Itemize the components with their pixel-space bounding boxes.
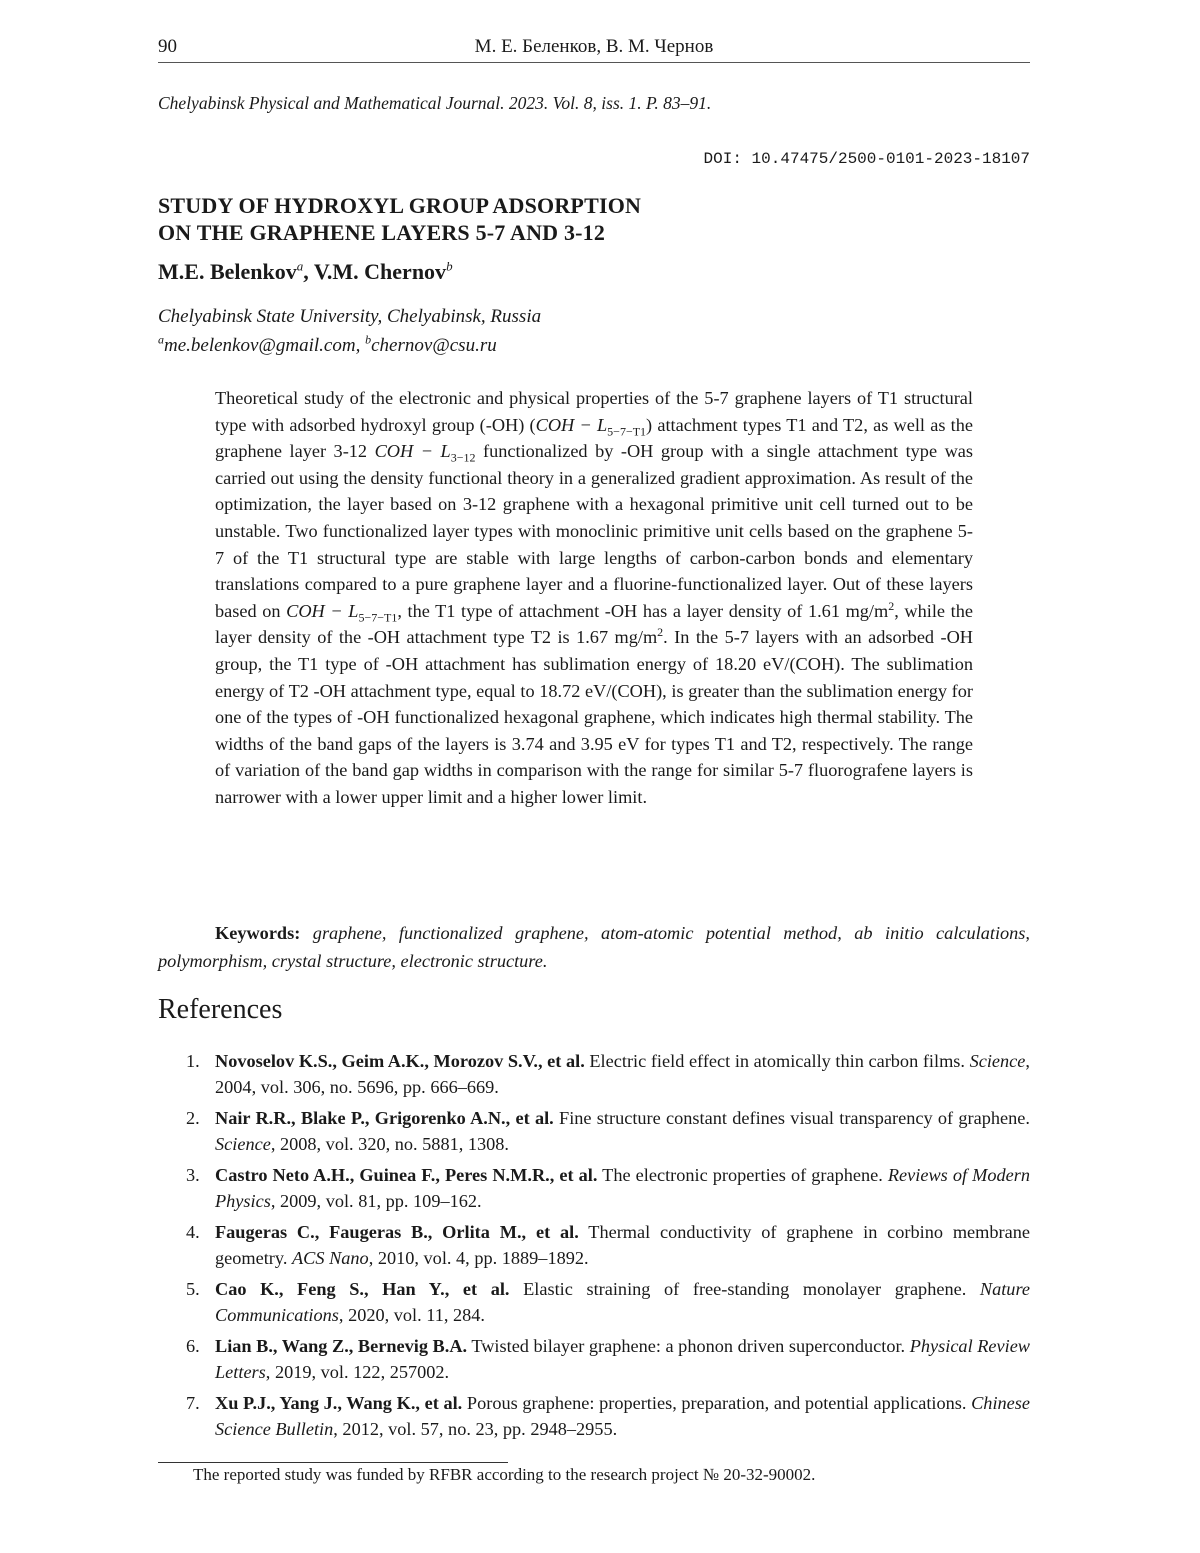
reference-title: Electric field effect in atomically thin carbon films. — [585, 1051, 970, 1071]
reference-details: , 2020, vol. 11, 284. — [339, 1305, 485, 1325]
abstract-text: , while the layer density of the -OH attachment type T2 is 1.67 mg/m — [215, 601, 973, 648]
funding-footnote: The reported study was funded by RFBR according to the research project № 20-32-90002. — [193, 1465, 815, 1485]
reference-number: 2. — [186, 1105, 200, 1131]
reference-journal: Reviews of Modern Physics — [215, 1165, 1030, 1211]
reference-authors: Xu P.J., Yang J., Wang K., et al. — [215, 1393, 462, 1413]
reference-list — [158, 1048, 1030, 1447]
running-header — [158, 34, 1030, 63]
reference-item — [158, 1390, 1030, 1442]
reference-title: Thermal conductivity of graphene in corbino membrane geometry. — [215, 1222, 1030, 1268]
reference-item — [158, 1105, 1030, 1157]
abstract-text: . In the 5-7 layers with an adsorbed -OH group, the T1 type of -OH attachment has sublimation energy of 18.20 eV/(COH). The sublimation energy of T2 -OH attachment type, equal to 18.72 eV/(COH), is greater than the sublimation energy for one of the types of -OH functionalized hexagonal graphene, which indicates high thermal stability. The widths of the band gaps of the layers is 3.74 and 3.95 eV for types T1 and T2, respectively. The range of variation of the band gap widths in comparison with the range for similar 5-7 fluorografene layers is narrower with a lower upper limit and a higher lower limit. — [215, 627, 973, 807]
reference-authors: Novoselov K.S., Geim A.K., Morozov S.V., et al. — [215, 1051, 585, 1071]
reference-journal: Physical Review Letters — [215, 1336, 1030, 1382]
email-a-mark: a — [158, 333, 164, 347]
title-line-1: STUDY OF HYDROXYL GROUP ADSORPTION — [158, 192, 641, 219]
reference-item — [158, 1219, 1030, 1271]
math-formula: COH − L — [536, 415, 608, 435]
email-b-mark: b — [365, 333, 371, 347]
reference-journal: Science — [215, 1134, 271, 1154]
reference-title: Twisted bilayer graphene: a phonon driven superconductor. — [467, 1336, 910, 1356]
math-formula: COH − L — [375, 441, 451, 461]
authors — [158, 259, 453, 285]
reference-number: 6. — [186, 1333, 200, 1359]
abstract — [215, 385, 973, 811]
reference-item — [158, 1333, 1030, 1385]
reference-details: , 2009, vol. 81, pp. 109–162. — [271, 1191, 482, 1211]
author-separator: , — [303, 259, 314, 284]
paper-title — [158, 192, 641, 246]
superscript: 2 — [888, 599, 894, 613]
abstract-text: functionalized by -OH group with a single attachment type was carried out using the density functional theory in a generalized gradient approximation. As result of the optimization, the layer based on 3-12 graphene with a hexagonal primitive unit cell turned out to be unstable. Two functionalized layer types with monoclinic primitive unit cells based on the graphene 5-7 of the T1 structural type are stable with large lengths of carbon-carbon bonds and elementary translations compared to a pure graphene layer and a fluorine-functionalized layer. Out of these layers based on — [215, 441, 973, 621]
references-heading: References — [158, 994, 282, 1026]
reference-item — [158, 1276, 1030, 1328]
reference-journal: Science — [970, 1051, 1026, 1071]
reference-title: Fine structure constant defines visual transparency of graphene. — [554, 1108, 1030, 1128]
title-line-2: ON THE GRAPHENE LAYERS 5-7 AND 3-12 — [158, 219, 641, 246]
keywords-label: Keywords: — [215, 923, 300, 943]
author-1: M.E. Belenkov — [158, 259, 297, 284]
reference-item — [158, 1162, 1030, 1214]
reference-title: Elastic straining of free-standing monolayer graphene. — [510, 1279, 980, 1299]
superscript: 2 — [657, 625, 663, 639]
reference-details: , 2012, vol. 57, no. 23, pp. 2948–2955. — [333, 1419, 617, 1439]
abstract-text: ) attachment types T1 and T2, as well as the graphene layer 3-12 — [215, 415, 973, 462]
reference-details: , 2010, vol. 4, pp. 1889–1892. — [369, 1248, 589, 1268]
doi: DOI: 10.47475/2500-0101-2023-18107 — [704, 150, 1030, 168]
reference-authors: Faugeras C., Faugeras B., Orlita M., et al. — [215, 1222, 579, 1242]
footnote-divider — [158, 1462, 508, 1463]
reference-details: , 2004, vol. 306, no. 5696, pp. 666–669. — [215, 1051, 1030, 1097]
emails — [158, 331, 541, 360]
math-subscript: 3−12 — [451, 451, 476, 465]
reference-details: , 2008, vol. 320, no. 5881, 1308. — [271, 1134, 509, 1154]
reference-item — [158, 1048, 1030, 1100]
reference-authors: Lian B., Wang Z., Bernevig B.A. — [215, 1336, 467, 1356]
email-b[interactable]: chernov@csu.ru — [371, 335, 497, 356]
author-2-affil-mark: b — [446, 259, 453, 274]
reference-authors: Cao K., Feng S., Han Y., et al. — [215, 1279, 510, 1299]
math-formula: COH − L — [286, 601, 358, 621]
reference-number: 1. — [186, 1048, 200, 1074]
reference-number: 7. — [186, 1390, 200, 1416]
reference-number: 5. — [186, 1276, 200, 1302]
reference-number: 3. — [186, 1162, 200, 1188]
affiliation-org: Chelyabinsk State University, Chelyabinsk, Russia — [158, 302, 541, 331]
keywords-text: graphene, functionalized graphene, atom-atomic potential method, ab initio calculations, polymorphism, crystal structure, electronic structure. — [158, 923, 1030, 971]
affiliation — [158, 302, 541, 360]
reference-journal: Nature Communications — [215, 1279, 1030, 1325]
math-subscript: 5−7−T1 — [358, 610, 397, 624]
math-subscript: 5−7−T1 — [607, 424, 646, 438]
author-2: V.M. Chernov — [314, 259, 446, 284]
reference-title: The electronic properties of graphene. — [597, 1165, 887, 1185]
reference-details: , 2019, vol. 122, 257002. — [266, 1362, 449, 1382]
reference-authors: Castro Neto A.H., Guinea F., Peres N.M.R., et al. — [215, 1165, 597, 1185]
email-a[interactable]: me.belenkov@gmail.com, — [164, 335, 365, 356]
reference-journal: ACS Nano — [292, 1248, 369, 1268]
reference-number: 4. — [186, 1219, 200, 1245]
author-1-affil-mark: a — [297, 259, 304, 274]
keywords — [158, 919, 1030, 975]
abstract-text: , the T1 type of attachment -OH has a layer density of 1.61 mg/m — [397, 601, 888, 621]
reference-journal: Chinese Science Bulletin — [215, 1393, 1030, 1439]
running-authors: М. Е. Беленков, В. М. Чернов — [158, 36, 1030, 58]
reference-title: Porous graphene: properties, preparation, and potential applications. — [462, 1393, 971, 1413]
reference-authors: Nair R.R., Blake P., Grigorenko A.N., et al. — [215, 1108, 554, 1128]
journal-citation: Chelyabinsk Physical and Mathematical Journal. 2023. Vol. 8, iss. 1. P. 83–91. — [158, 93, 711, 114]
abstract-text: Theoretical study of the electronic and physical properties of the 5-7 graphene layers of T1 structural type with adsorbed hydroxyl group (-OH) ( — [215, 388, 973, 435]
page-number: 90 — [158, 36, 177, 58]
